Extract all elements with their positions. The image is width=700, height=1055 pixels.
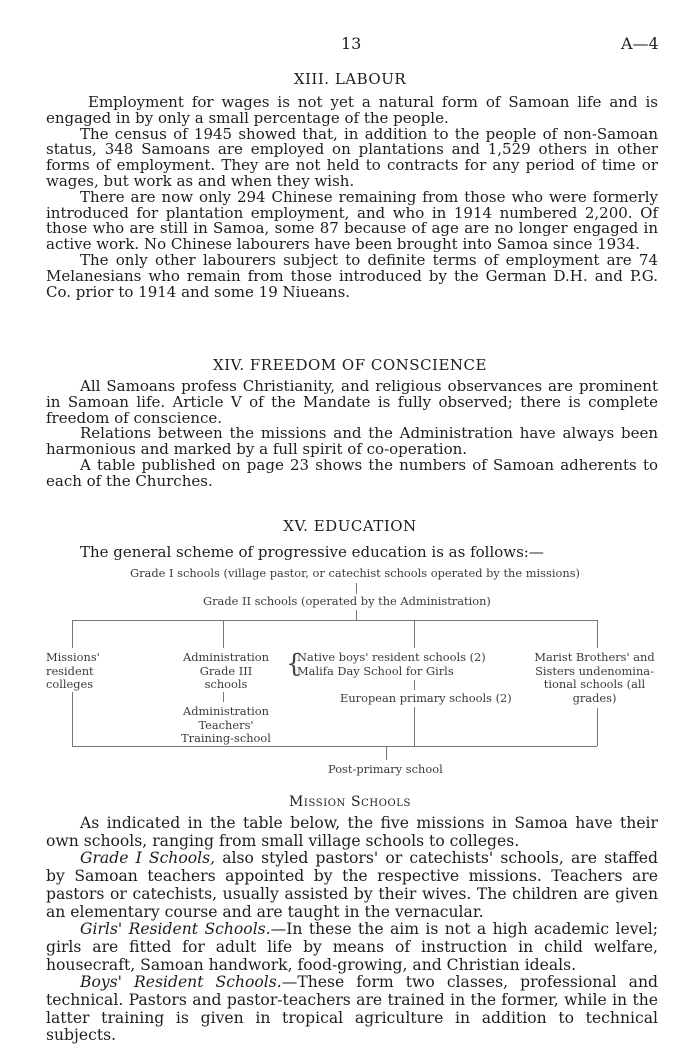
- connector-line: [72, 620, 597, 621]
- education-intro: The general scheme of progressive education is as follows:—: [80, 543, 544, 561]
- connector-line: [386, 746, 387, 760]
- scheme-text-line: colleges: [46, 677, 94, 692]
- mission-paragraph: [46, 850, 658, 921]
- connector-line: [414, 680, 415, 690]
- native-boys-label: Native boys' resident schools (2): [297, 650, 486, 664]
- connector-line: [356, 583, 357, 594]
- mission-paragraph: [46, 815, 658, 850]
- grade1-label: Grade I schools (village pastor, or catechist schools operated by the missions): [130, 566, 580, 580]
- document-code: A—4: [621, 34, 659, 53]
- labour-paragraph: The only other labourers subject to definite terms of employment are 74 Melanesians who remain from those introduced by the German D.H. and P.G. Co. prior to 1914 and some 19 Niueans.: [46, 250, 658, 301]
- conscience-paragraph: All Samoans profess Christianity, and religious observances are prominent in Samoan life. Article V of the Mandate is fully observed; there is complete freedom of conscience.: [46, 377, 658, 427]
- scheme-text-line: resident: [46, 663, 94, 678]
- scheme-text-line: grades): [572, 690, 617, 705]
- labour-text: [46, 95, 658, 300]
- scheme-text-line: Missions': [46, 650, 100, 664]
- scheme-text-line: tional schools (all: [543, 677, 646, 692]
- section-title-labour: XIII. LABOUR: [293, 70, 407, 88]
- paragraph-lead: Girls' Resident Schools.: [80, 920, 271, 939]
- scheme-text-line: Training-school: [181, 731, 271, 746]
- labour-paragraph: Employment for wages is not yet a natural form of Samoan life and is engaged in by only a small percentage of the people.: [46, 93, 658, 127]
- connector-line: [223, 692, 224, 702]
- scheme-text-line: Marist Brothers' and: [534, 650, 655, 664]
- scheme-text-line: Sisters undenomina-: [535, 663, 654, 678]
- teachers-training-label: [176, 705, 276, 746]
- connector-line: [223, 620, 224, 648]
- paragraph-body: As indicated in the table below, the five missions in Samoa have their own schools, ranging from small village schools to colleges.: [46, 814, 658, 850]
- scheme-text-line: Administration: [182, 650, 269, 664]
- labour-paragraph: The census of 1945 showed that, in addition to the people of non-Samoan status, 348 Samoans are employed on plantations and 1,529 others in other forms of employment. They are not held to contracts for any period of time or wages, but work as and when they wish.: [46, 124, 658, 190]
- connector-line: [72, 746, 597, 747]
- connector-line: [72, 620, 73, 648]
- mission-schools-text: [46, 815, 658, 1045]
- missions-colleges-label: [46, 651, 100, 692]
- labour-paragraph: There are now only 294 Chinese remaining from those who were formerly introduced for plantation employment, and who in 1914 numbered 2,200. Of those who are still in Samoa, some 87 because of age are no longer engaged in active work. No Chinese labourers have been brought into Samoa since 1934.: [46, 187, 658, 254]
- paragraph-body: —These form two classes, professional and technical. Pastors and pastor-teachers are trained in the former, while in the latter training is given in tropical agriculture in addition to technical subjects.: [46, 973, 658, 1045]
- connector-line: [597, 620, 598, 648]
- conscience-paragraph: A table published on page 23 shows the numbers of Samoan adherents to each of the Churches.: [46, 455, 658, 490]
- connector-line: [356, 610, 357, 620]
- scheme-text-line: schools: [204, 677, 248, 692]
- section-title-conscience: XIV. FREEDOM OF CONSCIENCE: [213, 356, 487, 374]
- conscience-paragraph: Relations between the missions and the Administration have always been harmonious and marked by a full spirit of co-operation.: [46, 424, 658, 459]
- conscience-text: [46, 379, 658, 490]
- brace: {: [286, 649, 302, 678]
- admin-grade3-label: [176, 651, 276, 692]
- paragraph-lead: Grade I Schools,: [80, 849, 216, 868]
- connector-line: [72, 692, 73, 746]
- mission-paragraph: [46, 921, 658, 974]
- connector-line: [597, 708, 598, 746]
- mission-paragraph: [46, 974, 658, 1045]
- scheme-text-line: Teachers': [198, 717, 254, 732]
- section-title-education: XV. EDUCATION: [283, 517, 417, 535]
- paragraph-lead: Boys' Resident Schools.: [80, 973, 282, 992]
- connector-line: [414, 620, 415, 648]
- scheme-text-line: Administration: [182, 704, 269, 718]
- connector-line: [414, 707, 415, 746]
- mission-schools-title: Mission Schools: [288, 794, 411, 810]
- european-schools-label: European primary schools (2): [340, 691, 512, 705]
- malifa-label: Malifa Day School for Girls: [297, 664, 454, 678]
- marist-schools-label: [527, 651, 662, 705]
- page-number: 13: [341, 34, 362, 53]
- paragraph-body: also styled pastors' or catechists' schools, are staffed by Samoan teachers appointed by the respective missions. Teachers are pastors or catechists, usually assisted by their wives. The children are given an elementary course and are taught in the vernacular.: [46, 849, 658, 921]
- paragraph-body: —In these the aim is not a high academic level; girls are fitted for adult life by means of instruction in child welfare, housecraft, Samoan handwork, food-growing, and Christian ideals.: [46, 920, 658, 974]
- scheme-text-line: Grade III: [199, 663, 253, 678]
- post-primary-label: Post-primary school: [328, 762, 443, 776]
- grade2-label: Grade II schools (operated by the Administration): [203, 594, 491, 608]
